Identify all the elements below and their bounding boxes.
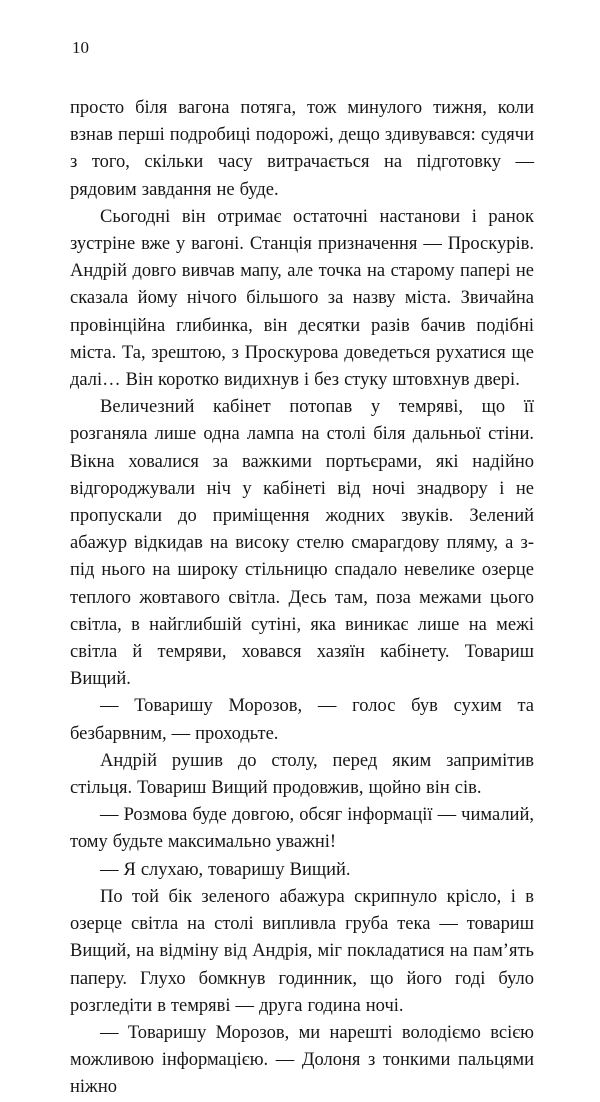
paragraph: — Я слухаю, товаришу Вищий. — [100, 859, 351, 880]
paragraph: — Товаришу Морозов, — голос був сухим та безбарвним, — проходьте. — [70, 696, 534, 744]
paragraph: просто біля вагона потяга, тож минулого тижня, коли взнав перші подробиці подорожі, дещо здивувався: судячи з того, скільки часу витрачається на підготовку — рядовим завдання не буде. — [70, 98, 534, 200]
page-number: 10 — [72, 38, 89, 57]
paragraph: — Розмова буде довгою, обсяг інформації — чималий, тому будьте максимально уважні! — [70, 805, 534, 853]
text-body — [70, 95, 534, 1102]
paragraph: — Товаришу Морозов, ми нарешті володіємо всією можливою інформацією. — Долоня з тонкими пальцями ніжно — [70, 1022, 534, 1098]
paragraph: Величезний кабінет потопав у темряві, що її розганяла лише одна лампа на столі біля дальньої стіни. Вікна ховалися за важкими портьєрами, які надійно відгороджували ніч у кабінеті від ночі знадвору і не пропускали до приміщення жодних звуків. Зелений абажур відкидав на високу стелю смарагдову пляму, а з-під нього на широку стільницю спадало невелике озерце теплого жовтавого світла. Десь там, поза межами цього світла, в найглибшій сутіні, яка виникає лише на межі світла й темряви, ховався хазяїн кабінету. Товариш Вищий. — [70, 397, 534, 690]
paragraph: Сьогодні він отримає остаточні настанови і ранок зустріне вже у вагоні. Станція призначення — Проскурів. Андрій довго вивчав мапу, але точка на старому папері не сказала йому нічого більшого за назву міста. Звичайна провінційна глибинка, він десятки разів бачив подібні міста. Та, зрештою, з Проскурова доведеться рухатися ще далі… Він коротко видихнув і без стуку штовхнув двері. — [70, 206, 534, 391]
paragraph: Андрій рушив до столу, перед яким запримітив стільця. Товариш Вищий продовжив, щойно він сів. — [70, 750, 534, 799]
paragraph: По той бік зеленого абажура скрипнуло крісло, і в озерце світла на столі випливла груба тека — товариш Вищий, на відміну від Андрія, міг покладатися на пам’ять паперу. Глухо бомкнув годинник, що його годі було розгледіти в темряві — друга година ночі. — [70, 886, 534, 1016]
